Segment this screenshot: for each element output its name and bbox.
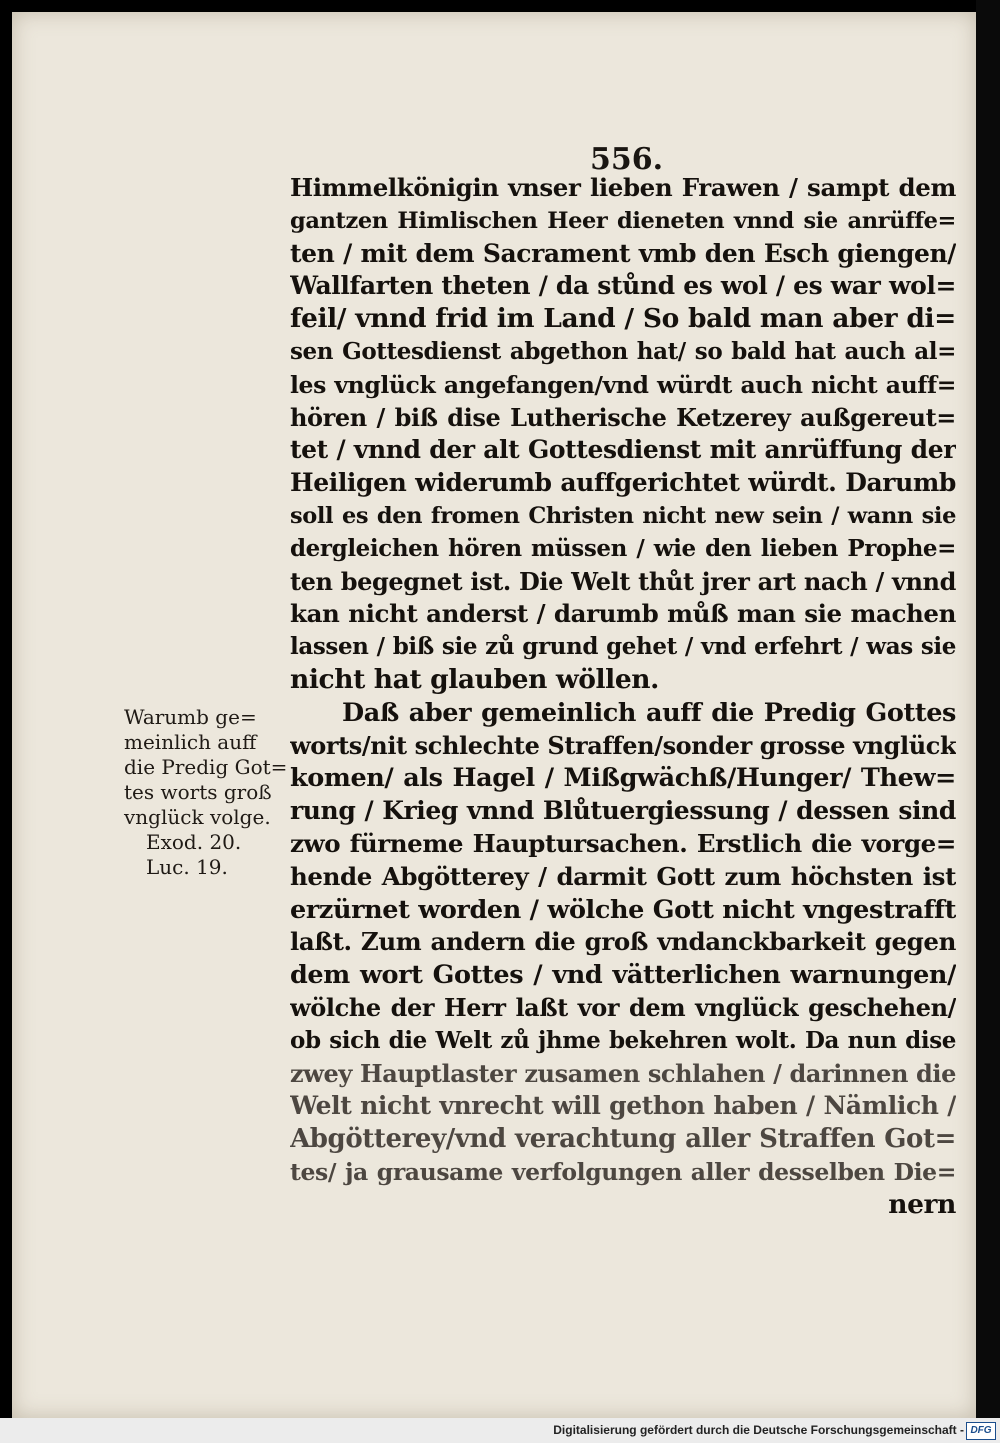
marginal-line: meinlich auff: [124, 730, 257, 754]
marginal-line: die Predig Got=: [124, 755, 288, 779]
body-text: [290, 172, 956, 1222]
marginal-line: tes worts groß: [124, 780, 272, 804]
text-line: dem wort Gottes / vnd vätterlichen warnungen/: [290, 960, 956, 991]
text-line: les vnglück angefangen/vnd würdt auch nicht auff=: [290, 370, 956, 399]
text-line: worts/nit schlechte Straffen/sonder grosse vnglück: [290, 730, 956, 760]
page-number: 556.: [590, 142, 664, 177]
text-line: erzürnet worden / wölche Gott nicht vngestrafft: [290, 894, 956, 925]
dfg-logo-icon: DFG: [966, 1422, 996, 1440]
text-line: ob sich die Welt zů jhme bekehren wolt. Da nun dise: [290, 1026, 956, 1054]
text-line: hören / biß dise Lutherische Ketzerey außgereut=: [290, 402, 956, 432]
text-line: lassen / biß sie zů grund gehet / vnd erfehrt / was sie: [290, 633, 956, 661]
text-line: soll es den fromen Christen nicht new sein / wann sie: [290, 502, 956, 529]
text-line: nicht hat glauben wöllen.: [290, 663, 659, 695]
scan-edge: [976, 0, 1000, 1418]
text-line: laßt. Zum andern die groß vndanckbarkeit gegen: [290, 927, 956, 957]
bible-reference: Luc. 19.: [146, 855, 228, 879]
funding-notice: Digitalisierung gefördert durch die Deutsche Forschungsgemeinschaft -: [553, 1423, 964, 1437]
text-line: ten / mit dem Sacrament vmb den Esch giengen/: [290, 238, 956, 268]
text-line: ten begegnet ist. Die Welt thůt jrer art nach / vnnd: [290, 566, 956, 596]
text-line: wölche der Herr laßt vor dem vnglück geschehen/: [290, 992, 956, 1022]
text-line: kan nicht anderst / darumb můß man sie machen: [290, 599, 956, 629]
text-line: komen/ als Hagel / Mißgwächß/Hunger/ Thew=: [290, 763, 956, 794]
text-line: zwo fürneme Hauptursachen. Erstlich die vorge=: [290, 828, 956, 858]
text-line: dergleichen hören müssen / wie den lieben Prophe=: [290, 534, 956, 562]
text-line: tes/ ja grausame verfolgungen aller desselben Die=: [290, 1157, 956, 1186]
text-line: rung / Krieg vnnd Blůtuergiessung / dessen sind: [290, 796, 956, 826]
footer-bar: [0, 1418, 1000, 1443]
marginal-note: [124, 705, 294, 880]
text-line: Welt nicht vnrecht will gethon haben / Nämlich /: [290, 1091, 956, 1121]
marginal-line: Warumb ge=: [124, 705, 257, 729]
text-line: tet / vnnd der alt Gottesdienst mit anrüffung der: [290, 435, 956, 465]
text-line: gantzen Himlischen Heer dieneten vnnd sie anrüffe=: [290, 207, 956, 234]
text-line: zwey Hauptlaster zusamen schlahen / darinnen die: [290, 1058, 956, 1088]
text-line: Abgötterey/vnd verachtung aller Straffen Got=: [290, 1124, 956, 1155]
text-line: sen Gottesdienst abgethon hat/ so bald hat auch al=: [290, 337, 956, 365]
text-line: Heiligen widerumb auffgerichtet würdt. Darumb: [290, 468, 956, 498]
text-line: Wallfarten theten / da stůnd es wol / es war wol=: [290, 271, 956, 301]
marginal-line: vnglück volge.: [124, 805, 271, 829]
text-line: nern: [888, 1188, 956, 1220]
bible-reference: Exod. 20.: [146, 830, 242, 854]
text-line: Daß aber gemeinlich auff die Predig Gottes: [342, 697, 956, 728]
text-line: feil/ vnnd frid im Land / So bald man aber di=: [290, 303, 956, 335]
text-line: Himmelkönigin vnser lieben Frawen / sampt dem: [290, 173, 956, 202]
text-line: hende Abgötterey / darmit Gott zum höchsten ist: [290, 861, 956, 891]
